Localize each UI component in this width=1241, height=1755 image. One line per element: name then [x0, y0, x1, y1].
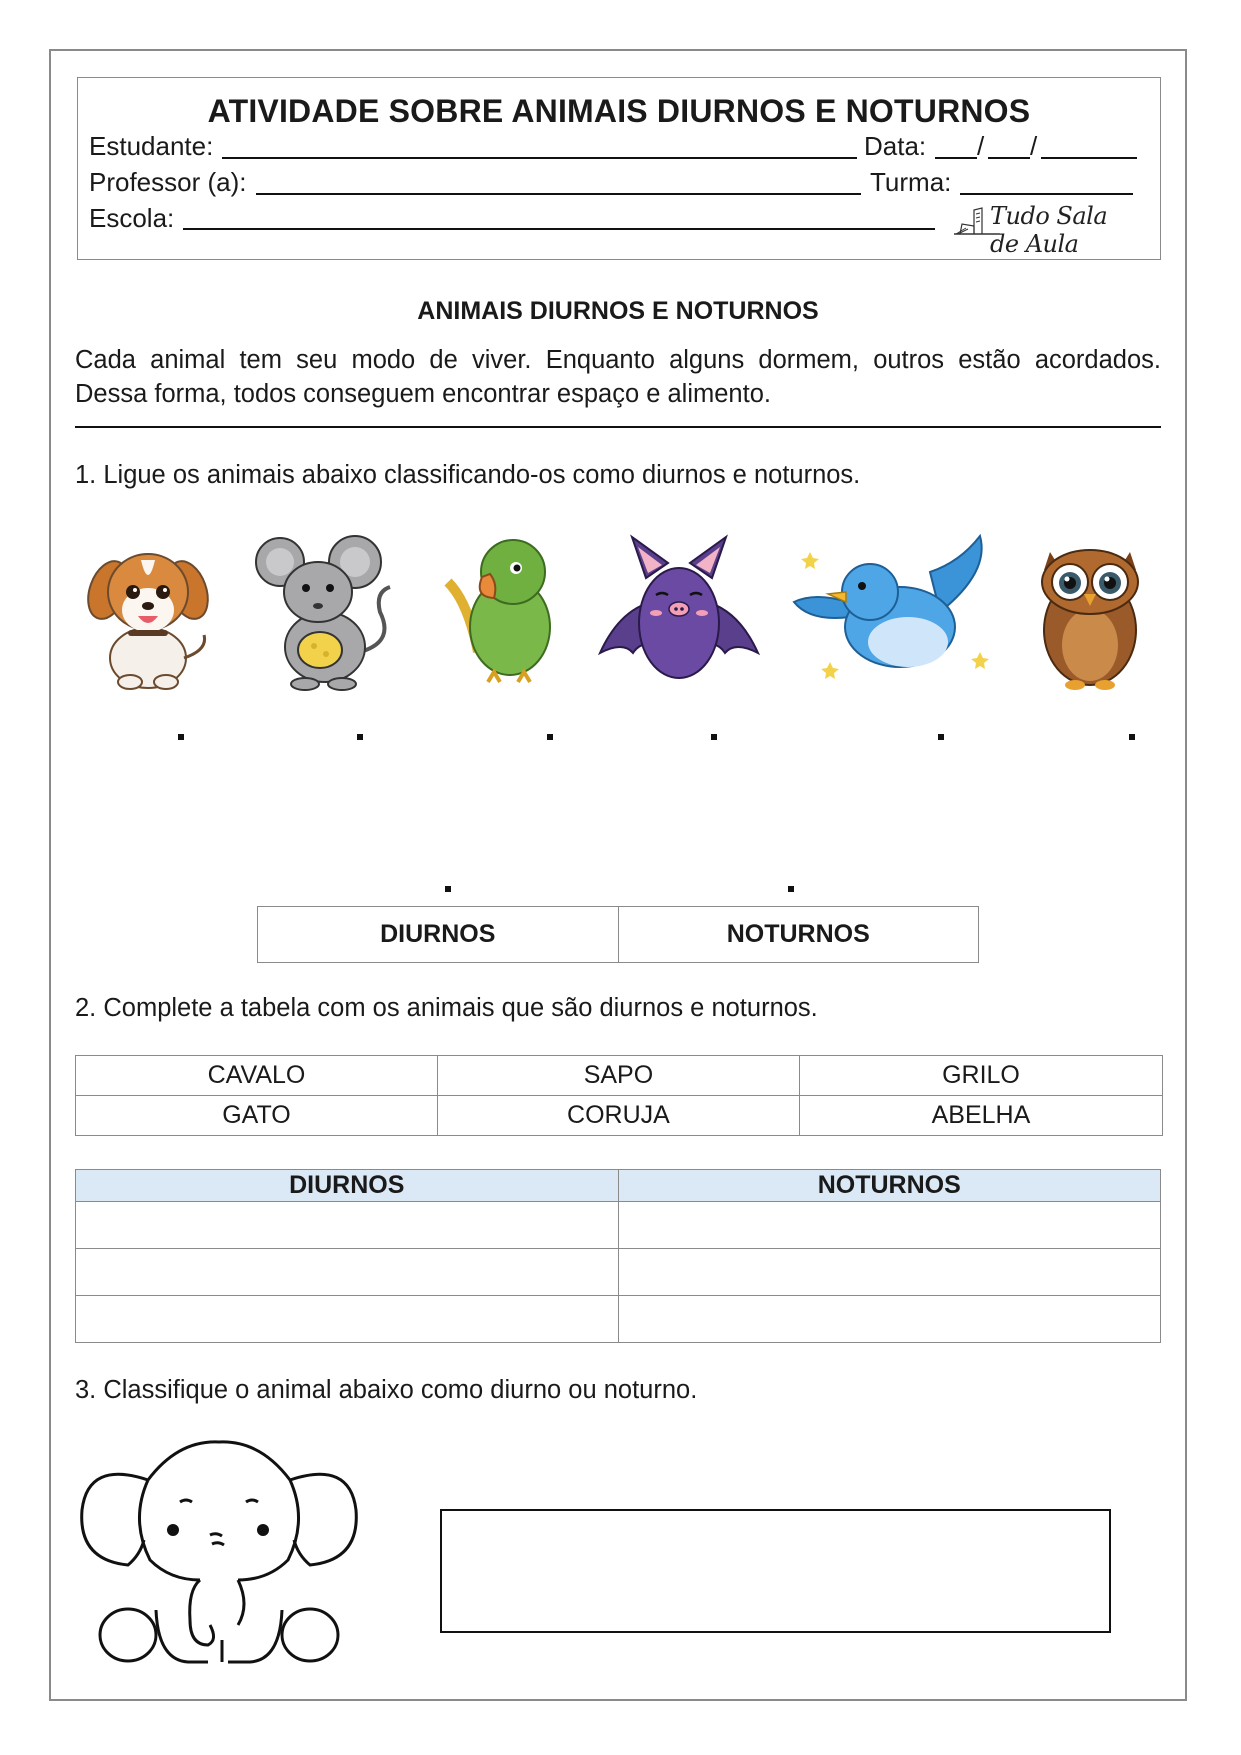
word-cell: GRILO	[799, 1056, 1162, 1096]
word-cell: GATO	[76, 1096, 438, 1136]
answer-box[interactable]	[440, 1509, 1111, 1633]
category-diurnos[interactable]: DIURNOS	[258, 907, 619, 963]
column-header-noturnos: NOTURNOS	[618, 1170, 1161, 1202]
table-row	[76, 1096, 1163, 1136]
divider	[75, 426, 1161, 428]
student-line[interactable]	[222, 157, 857, 159]
table-row	[76, 1056, 1163, 1096]
answer-cell-noturnos[interactable]	[618, 1249, 1161, 1296]
connect-dot-parrot[interactable]	[547, 734, 553, 740]
category-noturnos[interactable]: NOTURNOS	[618, 907, 979, 963]
teacher-label: Professor (a):	[89, 167, 247, 197]
connect-dot-owl[interactable]	[1129, 734, 1135, 740]
intro-line-1: Cada animal tem seu modo de viver. Enquanto alguns dormem, outros estão acordados.	[75, 346, 1161, 374]
connect-dot-bluebird[interactable]	[938, 734, 944, 740]
answer-cell-noturnos[interactable]	[618, 1202, 1161, 1249]
elephant-icon	[78, 1440, 360, 1670]
logo	[952, 200, 1137, 258]
date-label: Data:	[864, 131, 927, 161]
question-3-text: 3. Classifique o animal abaixo como diurno ou noturno.	[75, 1376, 698, 1404]
question-2-text: 2. Complete a tabela com os animais que são diurnos e noturnos.	[75, 994, 818, 1022]
date-day-line[interactable]	[935, 157, 977, 159]
owl-icon	[1030, 530, 1150, 692]
student-label: Estudante:	[89, 131, 214, 161]
connect-dot-mouse[interactable]	[357, 734, 363, 740]
date-separator: /	[977, 131, 985, 161]
worksheet-title: ATIVIDADE SOBRE ANIMAIS DIURNOS E NOTURNOS	[207, 93, 1031, 129]
answer-cell-diurnos[interactable]	[76, 1202, 619, 1249]
connect-dot-noturnos[interactable]	[788, 886, 794, 892]
answer-cell-diurnos[interactable]	[76, 1296, 619, 1343]
table-row	[76, 1249, 1161, 1296]
answer-cell-noturnos[interactable]	[618, 1296, 1161, 1343]
classification-table	[75, 1169, 1161, 1343]
intro-line-2: Dessa forma, todos conseguem encontrar espaço e alimento.	[75, 380, 771, 408]
word-bank-table	[75, 1055, 1163, 1136]
connect-dot-bat[interactable]	[711, 734, 717, 740]
school-label: Escola:	[89, 203, 175, 233]
word-cell: CORUJA	[437, 1096, 799, 1136]
teacher-line[interactable]	[256, 193, 861, 195]
class-line[interactable]	[960, 193, 1133, 195]
date-year-line[interactable]	[1041, 157, 1137, 159]
mouse-icon	[250, 532, 405, 692]
date-month-line[interactable]	[988, 157, 1030, 159]
table-row	[76, 1296, 1161, 1343]
word-cell: CAVALO	[76, 1056, 438, 1096]
word-cell: ABELHA	[799, 1096, 1162, 1136]
answer-cell-diurnos[interactable]	[76, 1249, 619, 1296]
category-boxes	[257, 906, 979, 963]
school-line[interactable]	[183, 228, 935, 230]
connect-dot-dog[interactable]	[178, 734, 184, 740]
section-title: ANIMAIS DIURNOS E NOTURNOS	[417, 297, 819, 325]
question-1-text: 1. Ligue os animais abaixo classificando-os como diurnos e noturnos.	[75, 461, 861, 489]
bat-icon	[598, 533, 760, 693]
class-label: Turma:	[870, 167, 952, 197]
table-row	[76, 1202, 1161, 1249]
column-header-diurnos: DIURNOS	[76, 1170, 619, 1202]
connect-dot-diurnos[interactable]	[445, 886, 451, 892]
word-cell: SAPO	[437, 1056, 799, 1096]
parrot-icon	[438, 532, 568, 692]
date-separator: /	[1030, 131, 1038, 161]
dog-icon	[78, 530, 218, 690]
bluebird-icon	[790, 532, 1002, 692]
logo-text: Tudo Sala de Aula	[990, 202, 1108, 258]
